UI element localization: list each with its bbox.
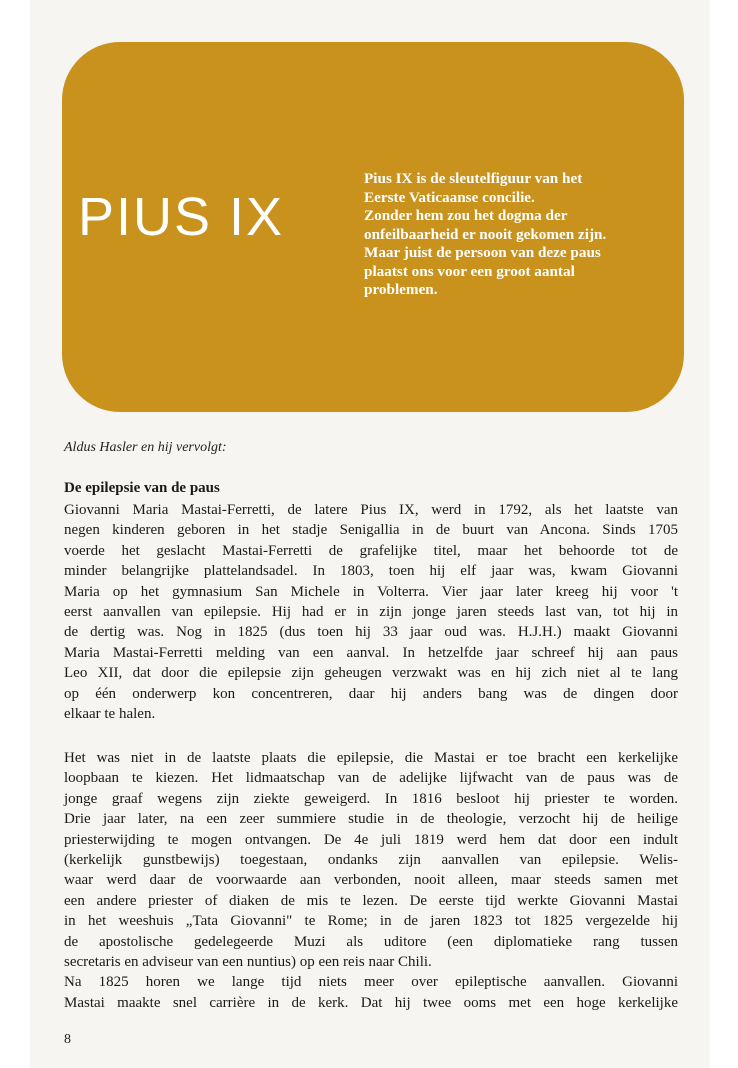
text-line: Drie jaar later, na een zeer summiere studie in de theologie, verzocht hij de heilige [64, 811, 678, 828]
banner-intro [364, 170, 670, 300]
paragraph-2 [64, 748, 678, 1013]
text-line: Het was niet in de laatste plaats die epilepsie, die Mastai er toe bracht een kerkelijke [64, 750, 678, 766]
banner-title: PIUS IX [78, 187, 285, 247]
text-line: Maria op het gymnasium San Michele in Volterra. Vier jaar later kreeg hij voor 't [64, 583, 678, 600]
text-line: jonge graaf wegens zijn ziekte geweigerd. In 1816 besloot hij priester te worden. [64, 790, 678, 807]
text-line: negen kinderen geboren in het stadje Senigallia in de buurt van Ancona. Sinds 1705 [64, 522, 678, 539]
intro-line: Maar juist de persoon van deze paus [364, 244, 601, 262]
text-line: de dertig was. Nog in 1825 (dus toen hij 33 jaar oud was. H.J.H.) maakt Giovanni [64, 624, 678, 641]
intro-line: Pius IX is de sleutelfiguur van het [364, 170, 583, 187]
text-line: voerde het geslacht Mastai-Ferretti de grafelijke titel, maar het behoorde tot de [64, 542, 678, 559]
text-line: Mastai maakte snel carrière in de kerk. Dat hij twee ooms met een hoge kerkelijke [64, 994, 678, 1011]
text-line: Giovanni Maria Mastai-Ferretti, de latere Pius IX, werd in 1792, als het laatste van [64, 502, 678, 518]
intro-line: onfeilbaarheid er nooit gekomen zijn. [364, 225, 607, 243]
paragraph-1 [64, 500, 678, 724]
text-line: een andere priester of diaken de mis te lezen. De eerste tijd werkte Giovanni Mastai [64, 892, 678, 909]
text-line: elkaar te halen. [64, 706, 156, 723]
intro-line: Zonder hem zou het dogma der [364, 207, 568, 225]
text-line: (kerkelijk gunstbewijs) toegestaan, ondanks zijn aanvallen van epilepsie. Welis- [64, 852, 678, 869]
text-line: secretaris en adviseur van een nuntius) op een reis naar Chili. [64, 954, 432, 971]
text-line: Maria Mastai-Ferretti melding van een aanval. In hetzelfde jaar schreef hij aan paus [64, 644, 678, 661]
page-number: 8 [64, 1032, 71, 1047]
lead-line: Aldus Hasler en hij vervolgt: [64, 440, 227, 455]
intro-line: plaatst ons voor een groot aantal [364, 262, 575, 280]
text-line: waar werd daar de voorwaarde aan verbonden, nooit alleen, maar steeds samen met [64, 872, 678, 889]
section-heading: De epilepsie van de paus [64, 480, 220, 496]
intro-line: Eerste Vaticaanse concilie. [364, 188, 535, 206]
text-line: priesterwijding te mogen ontvangen. De 4e juli 1819 werd hem dat door een indult [64, 831, 678, 848]
intro-line: problemen. [364, 281, 438, 299]
text-line: Na 1825 horen we lange tijd niets meer over epileptische aanvallen. Giovanni [64, 974, 678, 991]
text-line: minder belangrijke plattelandsadel. In 1803, toen hij elf jaar was, kwam Giovanni [64, 563, 678, 580]
text-line: de apostolische gedelegeerde Muzi als uditore (een diplomatieke rang tussen [64, 933, 678, 950]
text-line: eerst aanvallen van epilepsie. Hij had er in zijn jonge jaren steeds last van, tot hij in [64, 604, 678, 621]
text-line: in het weeshuis „Tata Giovanni" te Rome; in de jaren 1823 tot 1825 vergezelde hij [64, 913, 678, 930]
text-line: op één onderwerp kon concentreren, daar hij anders bang was de dingen door [64, 685, 678, 702]
text-line: Leo XII, dat door die epilepsie zijn geheugen verzwakt was en hij zich niet al te lang [64, 665, 678, 682]
text-line: loopbaan te kiezen. Het lidmaatschap van de adelijke lijfwacht van de paus was de [64, 770, 678, 787]
